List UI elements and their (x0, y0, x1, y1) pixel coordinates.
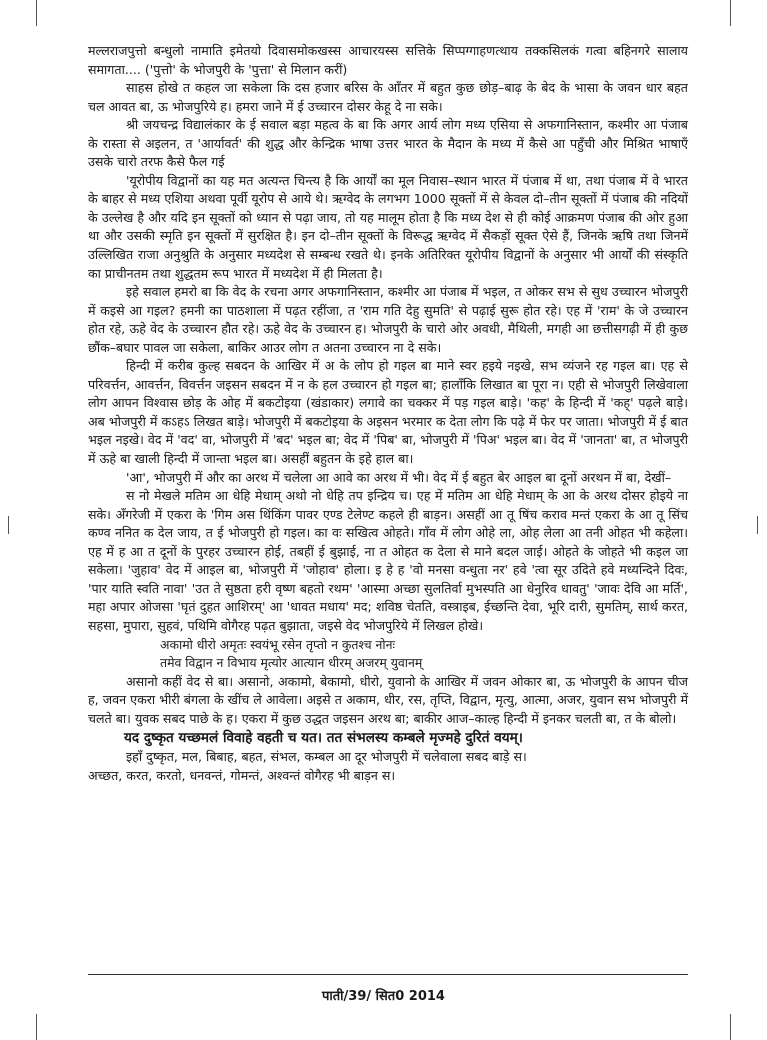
paragraph-8: स नो मेखले मतिम आ धेहि मेधाम् अथो नो धेहि तप इन्द्रिय च। एह में मतिम आ धेहि मेधाम् के आ के अरथ दोसर होइये ना सके। अँगरेजी में एकरा के 'गिम अस थिंकिंग पावर एण्ड टेलेण्ट कहले ही बाड़न। असहीं आ तू षिंच कराव मन्तं एकरा के आ तू सिंच कण्व ननित क देल जाय, त ई भोजपुरी हो गइल। का वः सखित्व ओहते। गाँव में लोग ओहे ला, ओह लेला आ तनी ओहत भी कहेला। एह में ह आ त दूनों के पुरहर उच्चारन होई, तबहीं ई बुझाई, ना त ओहत क देला से माने बदल जाई। ओहते के जोहते भी कइल जा सकेला। 'जुहाव' वेद में आइल बा, भोजपुरी में 'जोहाव' होला। इ हे ह 'वो मनसा वन्धुता नर' हवे 'त्वा सूर उदिते हवे मध्यन्दिने दिवः, 'पार याति स्वति नावा' 'उत ते सुष्ठता हरी वृष्ण बहतो रथम' 'आस्मा अच्छा सुलतिर्वा मुभस्पति आ धेनुरिव धावतु' 'जावः देवि आ मर्ति', महा अपार ओजसा 'घृतं दुहत आशिरम्' आ 'धावत मधाय' मद; शविष्ठ चेतति, वस्त्राइब, ईच्छन्ति देवा, भूरि दारी, सुमतिम्, सार्थ करत, सहसा, मुपारा, सुहवं, पथिमि वोगैरह पढ़त बुझाता, जइसे वेद भोजपुरिये में लिखल होखे। (88, 488, 688, 633)
paragraph-2: साहस होखे त कहल जा सकेला कि दस हजार बरिस के आँतर में बहुत कुछ छोड़–बाढ़ के बेद के भासा के जवन धार बहत चल आवत बा, ऊ भोजपुरिये ह। हमरा जाने में ई उच्चारन दोसर केहू दे ना सके। (88, 80, 688, 114)
footer-rule (88, 974, 688, 975)
paragraph-9: असानो कहीं वेद से बा। असानो, अकामो, बेकामो, धीरो, युवानो के आखिर में जवन ओकार बा, ऊ भोजपुरी के आपन चीज ह, जवन एकरा भीरी बंगला के खींच ले आवेला। अइसे त अकाम, धीर, रस, तृप्ति, विद्वान, मृत्यु, आत्मा, अजर, युवान सभ भोजपुरी में चलते बा। युवक सबद पाछे के ह। एकरा में कुछ उद्धत जइसन अरथ बा; बाकीर आज–काल्ह हिन्दी में इनकर चलती बा, त के बोलो। (88, 673, 688, 726)
paragraph-11: अच्छत, करत, करतो, धनवन्तं, गोमन्तं, अश्वन्तं वोगैरह भी बाड़न स। (88, 767, 396, 783)
crop-mark-bottom-right (730, 1014, 731, 1040)
paragraph-10: इहाँ दुष्कृत, मल, बिबाह, बहत, संभल, कम्बल आ दूर भोजपुरी में चलेवाला सबद बाड़े स। (126, 749, 527, 765)
paragraph-6: हिन्दी में करीब कुल्ह सबदन के आखिर में अ के लोप हो गइल बा माने स्वर हइये नइखे, सभ व्यंजने रह गइल बा। एह से परिवर्त्तन, आवर्त्तन, विवर्त्तन जइसन सबदन में न के हल उच्चारन हो गइल बा; हालाँकि लिखात बा पूरा न। एही से भोजपुरी लिखेवाला लोग आपन विश्वास छोड़ के ओह में बकटोइया (खंडाकार) लगावे का चक्कर में पड़ गइल बाड़े। 'कह' के हिन्दी में 'कह्' पढ़ले बाड़े। अब भोजपुरी में कऽहऽ लिखत बाड़े। भोजपुरी में बकटोइया के अइसन भरमार क देता लोग कि पढ़े में फेर पर जाता। भोजपुरी में ई बात भइल नइखे। वेद में 'वद' वा, भोजपुरी में 'बद' भइल बा; वेद में 'पिब' बा, भोजपुरी में 'पिअ' भइल बा। वेद में 'जानता' बा, त भोजपुरी में ऊहे बा खाली हिन्दी में जान्ता भइल बा। असहीं बहुतन के इहे हाल बा। (88, 358, 688, 467)
paragraph-4: 'यूरोपीय विद्वानों का यह मत अत्यन्त चिन्त्य है कि आर्यों का मूल निवास–स्थान भारत में पंजाब में था, तथा पंजाब में वे भारत के बाहर से मध्य एशिया अथवा पूर्वी यूरोप से आये थे। ऋग्वेद के लगभग 1000 सूक्तों में से केवल दो–तीन सूक्तों में पंजाब की नदियों के उल्लेख है और यदि इन सूक्तों को ध्यान से पढ़ा जाय, तो यह मालूम होता है कि मध्य देश से ही कोई आक्रमण पंजाब की ओर हुआ था और उसकी स्मृति इन सूक्तों में सुरक्षित है। इन दो–तीन सूक्तों के विरूद्ध ऋग्वेद में सैकड़ों सूक्त ऐसे हैं, जिनके ऋषि तथा जिनमें उल्लिखित राजा अनुश्रुति के अनुसार मध्यदेश से सम्बन्ध रखते थे। इनके अतिरिक्त यूरोपीय विद्वानों के अनुसार भी आर्यों की संस्कृति का प्राचीनतम तथा शुद्धतम रूप भारत में मध्यदेश में ही मिलता है। (88, 172, 688, 281)
crop-mark-top-right (730, 0, 731, 26)
verse-line-2: तमेव विद्वान न विभाय मृत्योर आत्यान धीरम् अजरम् युवानम् (160, 655, 423, 671)
paragraph-5: इहे सवाल हमरो बा कि वेद के रचना अगर अफगानिस्तान, कश्मीर आ पंजाब में भइल, त ओकर सभ से सुध उच्चारन भोजपुरी में कइसे आ गइल? हमनी का पाठशाला में पढ़त रहींजा, त 'राम गति देहु सुमति' से पढ़ाई सुरू होत रहे। एह में 'राम' के जे उच्चारन होत रहे, ऊहे वेद के उच्चारन हौत रहे। ऊहे वेद के उच्चारन ह। भोजपुरी के चारो ओर अवधी, मैथिली, मगही आ छत्तीसगढ़ी में ही कुछ छौंक–बघार पावल जा सकेला, बाकिर आउर लोग त अतना उच्चारन ना दे सके। (88, 284, 688, 355)
paragraph-7: 'आ', भोजपुरी में और का अरथ में चलेला आ आवे का अरथ में भी। वेद में ई बहुत बेर आइल बा दूनों अरथन में बा, देखीं– (126, 469, 672, 485)
crop-mark-bottom-left (36, 1014, 37, 1040)
verse-line-1: अकामो धीरो अमृतः स्वयंभू रसेन तृप्तो न कुतश्च नोनः (160, 636, 396, 652)
sanskrit-verse (88, 636, 688, 673)
crop-mark-right-mid (757, 516, 758, 534)
quoted-mantra-heading: यद दुष्कृत यच्छमलं विवाहे वहती च यत। तत संभलस्य कम्बले मृज्महे दुरितं वयम्। (124, 730, 523, 747)
page-footer: पाती/39/ सित0 2014 (322, 989, 445, 1004)
article-body (88, 42, 688, 785)
crop-mark-top-left (36, 0, 37, 26)
paragraph-1: मल्लराजपुत्तो बन्धुलो नामाति इमेतयो दिवासमोकखस्स आचारयस्स सत्तिके सिप्पग्गाहणत्थाय तक्कसिलकं गत्वा बहिनगरे सालाय समागता.... ('पुत्तो' के भोजपुरी के 'पुत्ता' से मिलान करीं) (88, 43, 688, 77)
paragraph-3: श्री जयचन्द्र विद्यालंकार के ई सवाल बड़ा महत्व के बा कि अगर आर्य लोग मध्य एसिया से अफगानिस्तान, कश्मीर आ पंजाब के रास्ता से अइलन, त 'आर्यावर्त' की शुद्ध और केन्द्रिक भाषा उत्तर भारत के मैदान के मध्य में कैसे आ पहुँची और मिश्रित भाषाएँ उसके चारो तरफ कैसे फैल गई (88, 117, 688, 170)
crop-mark-left-mid (8, 516, 9, 534)
